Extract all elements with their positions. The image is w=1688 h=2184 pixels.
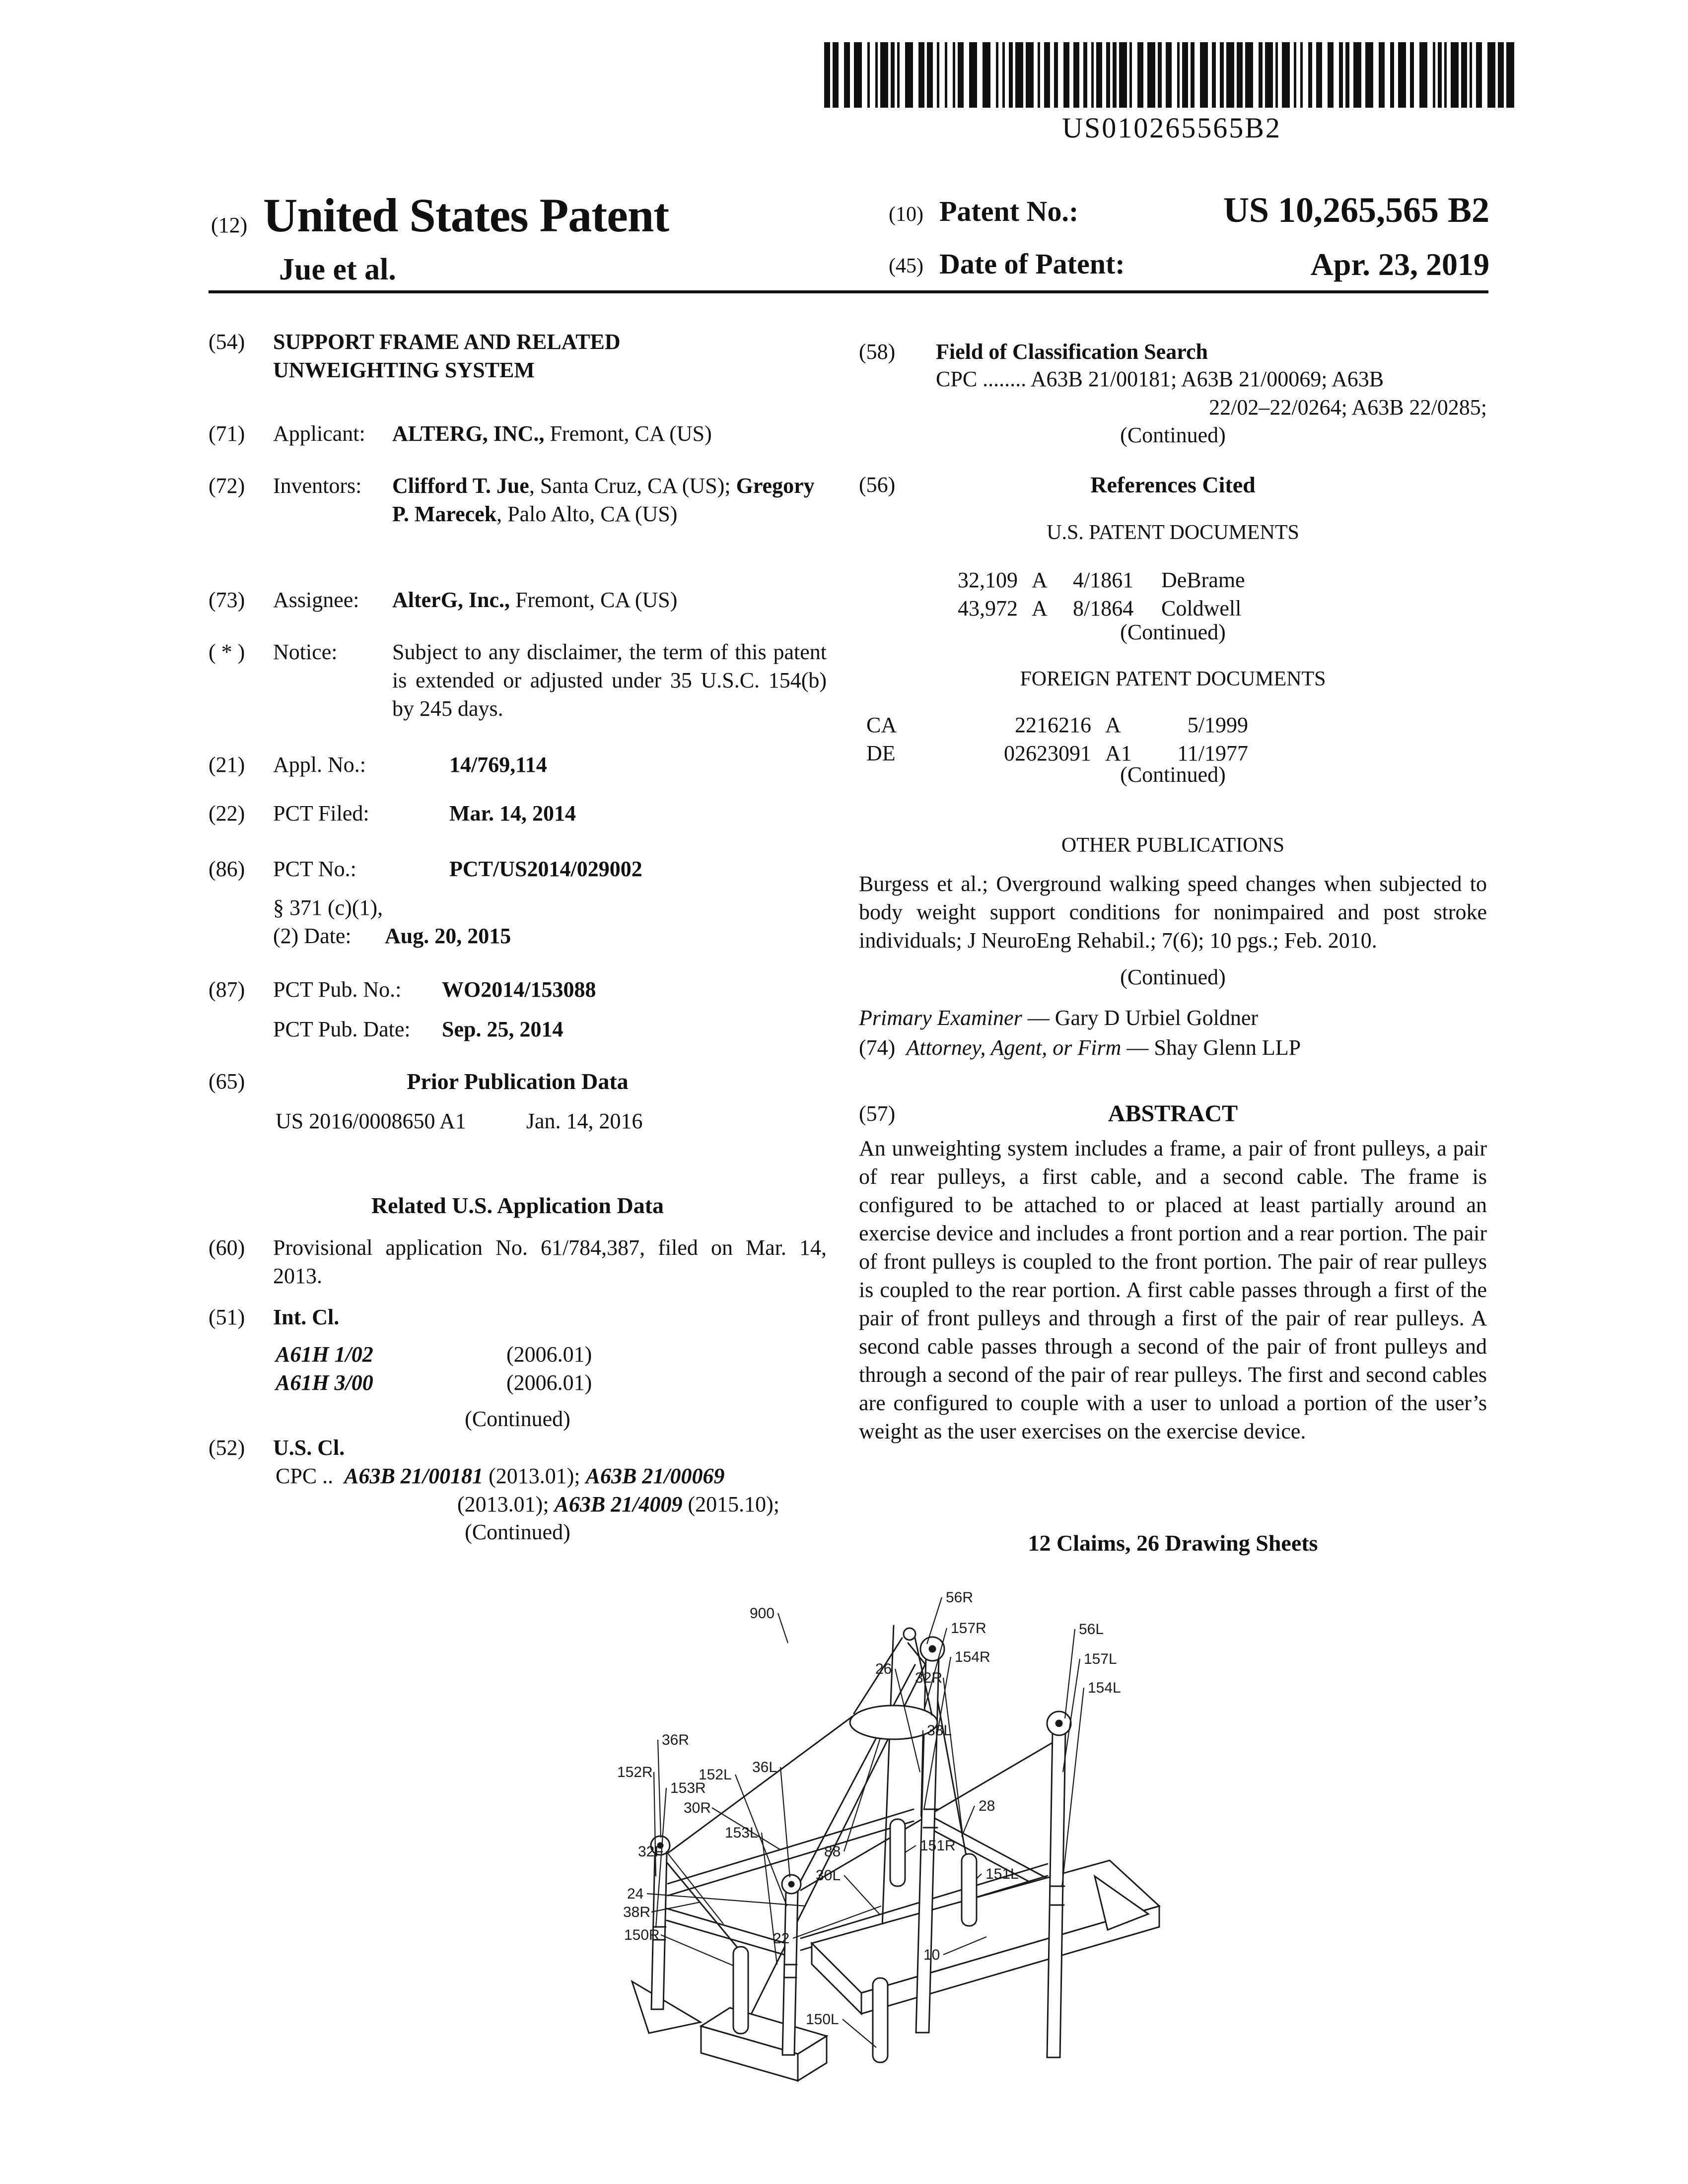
- patent-drawing: [603, 1559, 1174, 2085]
- field-tag: (86): [209, 857, 245, 881]
- us-doc-row: [943, 566, 1487, 594]
- us-doc-name: Coldwell: [1161, 596, 1242, 620]
- us-cl-line-1: [209, 1462, 894, 1490]
- foreign-doc-kind: A1: [1105, 741, 1132, 765]
- cpc-year: (2013.01);: [457, 1492, 549, 1516]
- figure-ref-label: 30R: [684, 1800, 711, 1816]
- field-73-assignee: [209, 586, 827, 614]
- field-tag: (74): [859, 1035, 896, 1060]
- field-371-date: [209, 922, 827, 950]
- abstract-text: An unweighting system includes a frame, a pair of front pulleys, a pair of rear pulleys, a first cable, and a second cable. The frame is configured to be attached to or placed at least partially around an exercise device and includes a front portion and a rear portion. The pair of front pulleys is coupled to the front portion. The pair of rear pulleys is coupled to the rear portion. A first cable passes through a first of the pair of front pulleys and through a first of the pair of rear pulleys. A second cable passes through a second of the pair of front pulleys and through a second of the pair of rear pulleys. The first and second cables are configured to couple with a user to unload a portion of the user’s weight as the user exercises on the exercise device.: [859, 1136, 1487, 1443]
- figure-ref-label: 22: [773, 1930, 790, 1947]
- figure-ref-label: 56L: [1079, 1621, 1104, 1638]
- field-tag: (58): [859, 340, 896, 364]
- inventor-1-name: Clifford T. Jue: [392, 474, 529, 498]
- field-pub-date: [209, 1015, 827, 1043]
- figure-ref-label: 150L: [806, 2011, 839, 2028]
- foreign-doc-kind: A: [1105, 713, 1121, 737]
- figure-ref-label: 56R: [946, 1589, 974, 1606]
- foreign-doc-cc: DE: [866, 741, 896, 765]
- field-57-abstract: [859, 1099, 1487, 1128]
- provisional-text: Provisional application No. 61/784,387, filed on Mar. 14, 2013.: [273, 1235, 827, 1288]
- cpc-year: (2013.01);: [489, 1464, 580, 1488]
- pub-no-value: WO2014/153088: [442, 977, 596, 1002]
- figure-ref-label: 154L: [1088, 1680, 1121, 1696]
- field-52-us-cl: [209, 1433, 827, 1462]
- us-doc-kind: A: [1032, 568, 1048, 592]
- field-tag: (73): [209, 588, 245, 612]
- attorney-label: Attorney, Agent, or Firm: [906, 1035, 1122, 1060]
- pct-filed-label: PCT Filed:: [273, 801, 369, 825]
- field-tag: (71): [209, 421, 245, 446]
- figure-ref-label: 10: [923, 1947, 940, 1963]
- foreign-doc-row: [866, 711, 1487, 739]
- field-tag: (56): [859, 473, 896, 497]
- int-cl-code: A61H 1/02: [276, 1342, 373, 1366]
- assignee-value: [392, 586, 827, 614]
- pct-filed-value: Mar. 14, 2014: [449, 801, 576, 825]
- field-tag: (54): [209, 330, 245, 354]
- field-21-appl-no: [209, 751, 827, 779]
- foreign-docs-title: FOREIGN PATENT DOCUMENTS: [1020, 668, 1326, 690]
- assignee-name: AlterG, Inc.,: [392, 588, 510, 612]
- field-tag: (60): [209, 1235, 245, 1260]
- us-cl-line-2: [209, 1490, 779, 1518]
- foreign-doc-cc: CA: [866, 713, 897, 737]
- field-notice: [209, 638, 827, 723]
- figure-ref-label: 28: [979, 1798, 995, 1814]
- cpc-code: A63B 21/4009: [554, 1492, 683, 1516]
- cpc-year: (2015.10);: [688, 1492, 779, 1516]
- fcs-line-2: 22/02–22/0264; A63B 22/0285;: [1209, 395, 1487, 419]
- date2-value: Aug. 20, 2015: [385, 924, 511, 948]
- us-docs-continued: (Continued): [1120, 620, 1226, 644]
- figure-leader-line: [905, 1845, 916, 1852]
- applicant-name: ALTERG, INC.,: [392, 421, 545, 446]
- pub-date-label: PCT Pub. Date:: [273, 1017, 411, 1041]
- fcs-title: Field of Classification Search: [936, 340, 1208, 364]
- field-65-prior-pub: [209, 1067, 827, 1095]
- field-tag: (22): [209, 801, 245, 825]
- inventor-2-location: , Palo Alto, CA (US): [496, 502, 678, 526]
- figure-leader-line: [943, 1678, 963, 1835]
- applicant-value: [392, 419, 827, 448]
- figure-leader-line: [843, 2019, 876, 2048]
- appl-no-value: 14/769,114: [449, 752, 547, 777]
- field-60-provisional: [209, 1233, 827, 1290]
- header-divider: [209, 290, 1488, 293]
- abstract-title: ABSTRACT: [1108, 1100, 1238, 1127]
- prior-pub-number: US 2016/0008650 A1: [276, 1109, 466, 1133]
- examiner-label: Primary Examiner: [859, 1006, 1022, 1030]
- field-71-applicant: [209, 419, 827, 448]
- field-tag: (21): [209, 752, 245, 777]
- figure-ref-label: 38R: [623, 1904, 651, 1920]
- assignee-label: Assignee:: [273, 588, 359, 612]
- int-cl-year: (2006.01): [506, 1370, 592, 1395]
- us-doc-no: 43,972: [958, 596, 1018, 620]
- assignee-location: Fremont, CA (US): [510, 588, 678, 612]
- examiner-name: — Gary D Urbiel Goldner: [1027, 1006, 1259, 1030]
- cpc-code: A63B 21/00069: [585, 1464, 725, 1488]
- field-tag: ( * ): [209, 640, 245, 664]
- figure-ref-label: 36L: [752, 1759, 777, 1775]
- us-docs-title: U.S. PATENT DOCUMENTS: [1047, 521, 1299, 544]
- figure-leader-line: [658, 1740, 661, 1838]
- us-doc-rows: [859, 566, 1487, 622]
- field-58-classification: [859, 338, 1487, 366]
- prior-pub-entry: [209, 1107, 827, 1135]
- field-56-references: [859, 471, 1487, 499]
- pct-no-label: PCT No.:: [273, 857, 356, 881]
- us-doc-name: DeBrame: [1161, 568, 1245, 592]
- foreign-doc-no: 2216216: [1015, 713, 1091, 737]
- int-cl-year: (2006.01): [506, 1342, 592, 1366]
- other-pubs-text: Burgess et al.; Overground walking speed changes when subjected to body weight support conditions for nonimpaired and post stroke individuals; J NeuroEng Rehabil.; 7(6); 10 pgs.; Feb. 2010.: [859, 872, 1487, 953]
- figure-ref-label: 151R: [920, 1838, 956, 1854]
- claims-drawing-line: 12 Claims, 26 Drawing Sheets: [1028, 1530, 1318, 1556]
- figure-ref-label: 152R: [617, 1764, 653, 1780]
- foreign-doc-no: 02623091: [1004, 741, 1091, 765]
- field-54-title: [209, 328, 827, 384]
- related-data-title: Related U.S. Application Data: [371, 1193, 664, 1218]
- notice-text: Subject to any disclaimer, the term of this patent is extended or adjusted under 35 U.S.C. 154(b) by 245 days.: [392, 640, 827, 721]
- figure-ref-label: 24: [627, 1886, 644, 1902]
- fcs-line-1: CPC ........ A63B 21/00181; A63B 21/00069; A63B: [936, 367, 1384, 391]
- primary-examiner-line: [859, 1004, 1487, 1032]
- figure-ref-label: 150R: [624, 1927, 660, 1943]
- applicant-label: Applicant:: [273, 421, 365, 446]
- prior-pub-title: Prior Publication Data: [407, 1069, 629, 1094]
- int-cl-row: [276, 1368, 827, 1397]
- prior-pub-date: Jan. 14, 2016: [526, 1109, 643, 1133]
- figure-ref-label: 157L: [1084, 1651, 1117, 1667]
- foreign-docs-continued: (Continued): [1120, 762, 1226, 787]
- figure-ref-label: 152L: [699, 1767, 732, 1783]
- field-tag: (87): [209, 977, 245, 1002]
- figure-ref-label: 151L: [985, 1866, 1019, 1882]
- figure-ref-label: 900: [750, 1605, 775, 1622]
- figure-ref-label: 32R: [915, 1670, 943, 1686]
- figure-ref-label: 157R: [951, 1620, 986, 1637]
- figure-leader-line: [661, 1935, 733, 1966]
- attorney-line: [859, 1033, 1487, 1062]
- pub-date-value: Sep. 25, 2014: [442, 1017, 563, 1041]
- int-cl-label: Int. Cl.: [273, 1305, 340, 1329]
- figure-ref-label: 36R: [662, 1732, 690, 1748]
- inventor-short-name: Jue et al.: [279, 253, 396, 286]
- other-pubs-continued: (Continued): [1120, 965, 1226, 989]
- applicant-location: Fremont, CA (US): [544, 421, 712, 446]
- field-tag: (51): [209, 1305, 245, 1329]
- figure-ref-label: 154R: [955, 1649, 990, 1665]
- inventors-value: [392, 472, 827, 528]
- date-of-patent-label: Date of Patent:: [939, 248, 1125, 280]
- date-of-patent-tag: (45): [889, 255, 923, 277]
- field-72-inventors: [209, 472, 827, 528]
- cpc-prefix: CPC ..: [276, 1464, 334, 1488]
- foreign-doc-date: 11/1977: [1177, 741, 1248, 765]
- date-of-patent-value: Apr. 23, 2019: [1310, 247, 1489, 282]
- patent-number-value: US 10,265,565 B2: [1223, 190, 1489, 230]
- pub-no-label: PCT Pub. No.:: [273, 977, 402, 1002]
- figure-leader-line: [962, 1806, 975, 1837]
- figure-leader-line: [666, 1851, 723, 1924]
- figure-ref-label: 38L: [927, 1722, 952, 1739]
- int-cl-code: A61H 3/00: [276, 1370, 373, 1395]
- appl-no-label: Appl. No.:: [273, 752, 366, 777]
- sect-371: § 371 (c)(1),: [273, 895, 383, 920]
- inventor-1-location: , Santa Cruz, CA (US);: [529, 474, 736, 498]
- field-tag: (52): [209, 1435, 245, 1460]
- inventor-2-name: Gregory P. Marecek: [392, 474, 815, 526]
- field-86-pct-no: [209, 855, 827, 883]
- cpc-code: A63B 21/00181: [344, 1464, 484, 1488]
- figure-ref-label: 32F: [638, 1843, 664, 1860]
- fcs-continued: (Continued): [1120, 423, 1226, 447]
- us-cl-continued: (Continued): [465, 1520, 570, 1544]
- field-51-int-cl: [209, 1303, 827, 1331]
- patent-number-tag: (10): [889, 203, 923, 226]
- figure-ref-label: 88: [824, 1843, 841, 1860]
- us-doc-date: 8/1864: [1073, 596, 1134, 620]
- page-title: United States Patent: [263, 189, 669, 242]
- figure-svg: [603, 1559, 1174, 2085]
- foreign-doc-date: 5/1999: [1187, 713, 1248, 737]
- field-tag: (57): [859, 1101, 896, 1126]
- figure-leader-line: [778, 1613, 788, 1643]
- int-cl-continued: (Continued): [465, 1407, 570, 1431]
- pct-no-value: PCT/US2014/029002: [449, 857, 642, 881]
- us-doc-date: 4/1861: [1073, 568, 1134, 592]
- int-cl-rows: [209, 1340, 827, 1397]
- figure-ref-label: 153R: [670, 1780, 706, 1796]
- notice-label: Notice:: [273, 640, 338, 664]
- figure-leader-line: [844, 1738, 880, 1851]
- figure-leader-line: [647, 1894, 806, 1906]
- us-doc-no: 32,109: [958, 568, 1018, 592]
- barcode-text: US010265565B2: [1062, 112, 1281, 144]
- patent-number-label: Patent No.:: [939, 195, 1079, 227]
- date2-label: (2) Date:: [273, 924, 352, 948]
- foreign-doc-rows: [859, 711, 1487, 767]
- field-tag: (72): [209, 474, 245, 498]
- figure-ref-label: 30L: [816, 1867, 841, 1884]
- inventors-label: Inventors:: [273, 474, 362, 498]
- field-87-pub-no: [209, 975, 827, 1004]
- barcode: [824, 42, 1519, 108]
- field-tag: (65): [209, 1069, 245, 1093]
- figure-ref-label: 26: [875, 1661, 892, 1677]
- references-title: References Cited: [1090, 472, 1256, 497]
- int-cl-row: [276, 1340, 827, 1368]
- kind-code-tag: (12): [211, 213, 248, 237]
- figure-leader-line: [844, 1875, 880, 1915]
- attorney-name: — Shay Glenn LLP: [1126, 1035, 1301, 1060]
- figure-ref-label: 153L: [725, 1825, 758, 1841]
- us-cl-label: U.S. Cl.: [273, 1435, 345, 1460]
- invention-title: SUPPORT FRAME AND RELATED UNWEIGHTING SYSTEM: [273, 330, 621, 382]
- us-doc-kind: A: [1032, 596, 1048, 620]
- other-pubs-title: OTHER PUBLICATIONS: [1061, 834, 1285, 857]
- field-22-pct-filed: [209, 799, 827, 827]
